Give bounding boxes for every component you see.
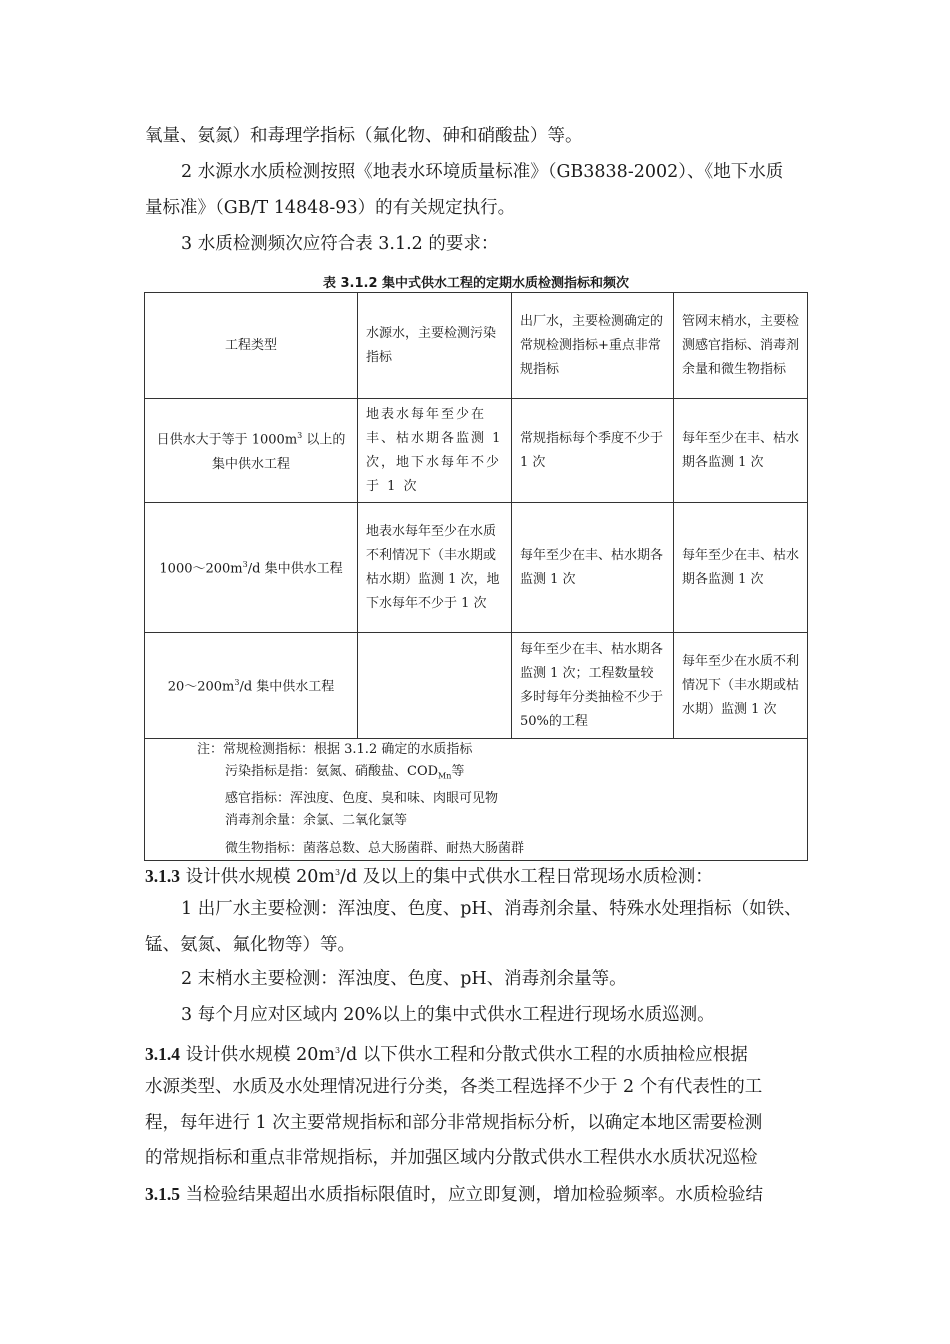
paragraph-line: 3 水质检测频次应符合表 3.1.2 的要求： xyxy=(181,234,499,254)
table-row xyxy=(145,633,808,739)
note-line: 注：常规检测指标：根据 3.1.2 确定的水质指标 xyxy=(197,742,473,757)
table-header-row xyxy=(145,293,808,399)
paragraph-line: 水源类型、水质及水处理情况进行分类，各类工程选择不少于 2 个有代表性的工 xyxy=(145,1077,763,1097)
paragraph-line: 2 末梢水主要检测：浑浊度、色度、pH、消毒剂余量等。 xyxy=(181,969,627,989)
section-3-1-3: 3.1.3 设计供水规模 $20m^3/d$ 及以上的集中式供水工程日常现场水质检测： xyxy=(145,865,713,887)
tap-cell: 每年至少在水质不利情况下（丰水期或枯水期）监测 1 次 xyxy=(674,633,808,739)
type-cell: $1000\sim 200m^3/d$ 集中供水工程 xyxy=(145,503,358,633)
paragraph-line: 量标准》（GB/T 14848-93）的有关规定执行。 xyxy=(145,198,516,218)
note-line: 消毒剂余量：余氯、二氧化氯等 xyxy=(225,812,408,828)
plant-cell: 每年至少在丰、枯水期各监测 1 次 xyxy=(512,503,674,633)
paragraph-line: 1 出厂水主要检测：浑浊度、色度、pH、消毒剂余量、特殊水处理指标（如铁、 xyxy=(181,899,802,919)
header-cell: 管网末梢水，主要检测感官指标、消毒剂余量和微生物指标 xyxy=(674,293,808,399)
note-line: 污染指标是指：氨氮、硝酸盐、$COD_{Mn}$等 xyxy=(225,764,465,781)
paragraph-line: 氧量、氨氮）和毒理学指标（氟化物、砷和硝酸盐）等。 xyxy=(145,126,583,146)
inspection-table xyxy=(144,292,808,861)
source-cell xyxy=(358,633,512,739)
section-3-1-5: 3.1.5 当检验结果超出水质指标限值时，应立即复测，增加检验频率。水质检验结 xyxy=(145,1184,764,1205)
plant-cell: 每年至少在丰、枯水期各监测 1 次；工程数量较多时每年分类抽检不少于 50%的工程 xyxy=(512,633,674,739)
table-row xyxy=(145,503,808,633)
tap-cell: 每年至少在丰、枯水期各监测 1 次 xyxy=(674,399,808,503)
table-notes xyxy=(145,739,808,861)
source-cell: 地表水每年至少在水质不利情况下（丰水期或枯水期）监测 1 次，地下水每年不少于 1 次 xyxy=(358,503,512,633)
source-cell: 地表水每年至少在丰、枯水期各监测 1 次，地下水每年不少于 1 次 xyxy=(358,399,512,503)
header-cell: 工程类型 xyxy=(145,293,358,399)
paragraph-line: 的常规指标和重点非常规指标，并加强区域内分散式供水工程供水水质状况巡检 xyxy=(145,1148,758,1168)
paragraph-line: 3 每个月应对区域内 20%以上的集中式供水工程进行现场水质巡测。 xyxy=(181,1005,715,1025)
header-cell: 出厂水，主要检测确定的常规检测指标+重点非常规指标 xyxy=(512,293,674,399)
plant-cell: 常规指标每个季度不少于 1 次 xyxy=(512,399,674,503)
header-cell: 水源水，主要检测污染指标 xyxy=(358,293,512,399)
type-cell: $20\sim 200m^3/d$ 集中供水工程 xyxy=(145,633,358,739)
paragraph-line: 程，每年进行 1 次主要常规指标和部分非常规指标分析，以确定本地区需要检测 xyxy=(145,1113,763,1133)
tap-cell: 每年至少在丰、枯水期各监测 1 次 xyxy=(674,503,808,633)
paragraph-line: 锰、氨氮、氟化物等）等。 xyxy=(145,935,355,955)
paragraph-line: 2 水源水水质检测按照《地表水环境质量标准》（GB3838-2002）、《地下水质 xyxy=(181,162,784,182)
type-cell: 日供水大于等于 $1000m^3$ 以上的集中供水工程 xyxy=(145,399,358,503)
note-line: 感官指标：浑浊度、色度、臭和味、肉眼可见物 xyxy=(225,790,499,806)
table-row xyxy=(145,399,808,503)
section-3-1-4: 3.1.4 设计供水规模 $20m^3/d$ 以下供水工程和分散式供水工程的水质抽检应根据 xyxy=(145,1043,748,1065)
table-caption: 表 3.1.2 集中式供水工程的定期水质检测指标和频次 xyxy=(322,276,630,291)
note-line: 微生物指标：菌落总数、总大肠菌群、耐热大肠菌群 xyxy=(225,840,525,856)
table-notes-row xyxy=(145,739,808,861)
